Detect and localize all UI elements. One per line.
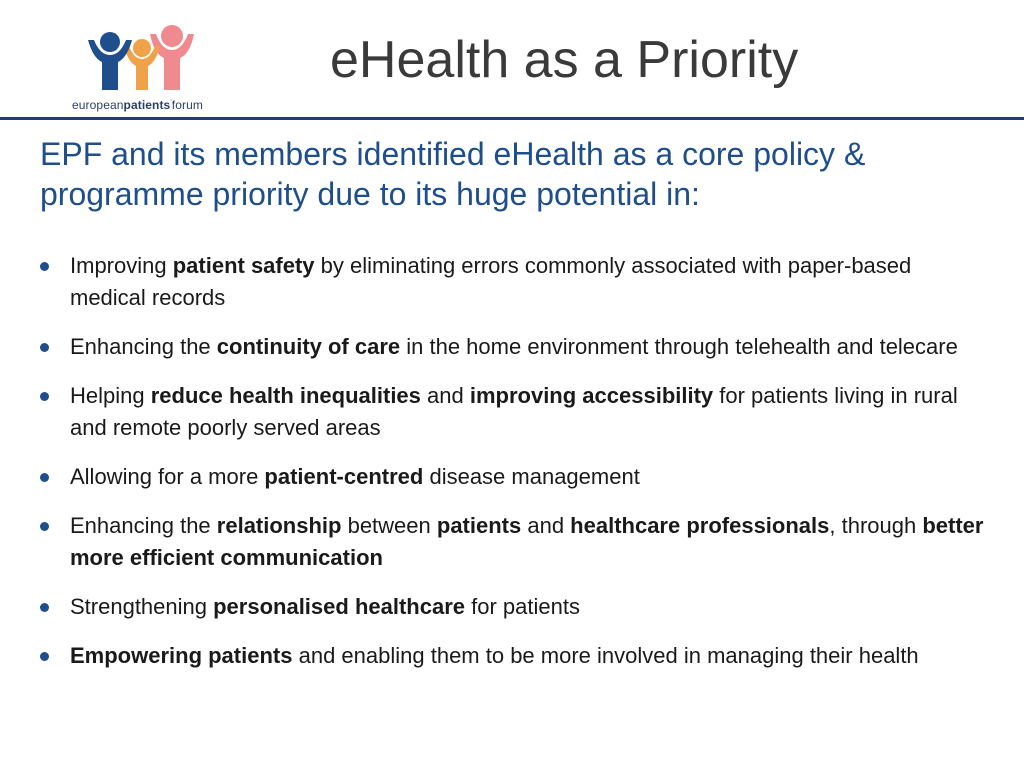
bullet-emphasis: patient-centred (264, 464, 424, 489)
bullet-item (40, 510, 990, 574)
bullet-segment: in the home environment through telehealth and telecare (400, 334, 958, 359)
bullet-segment: and enabling them to be more involved in managing their health (292, 643, 919, 668)
bullet-list (40, 250, 990, 689)
bullet-emphasis: healthcare professionals (570, 513, 830, 538)
bullet-emphasis: continuity of care (216, 334, 401, 359)
pink-figure-icon (150, 25, 194, 90)
logo-text-patients: patients (123, 98, 171, 112)
bullet-item (40, 461, 990, 493)
bullet-segment: by eliminating errors commonly associated with paper-based medical records (70, 253, 912, 310)
bullet-text (70, 513, 983, 570)
bullet-segment: for patients (465, 594, 580, 619)
bullet-text (70, 643, 919, 668)
bullet-emphasis: relationship (216, 513, 342, 538)
bullet-dot-icon (40, 652, 49, 661)
bullet-dot-icon (40, 522, 49, 531)
bullet-item (40, 591, 990, 623)
bullet-segment: for patients living in rural and remote poorly served areas (70, 383, 958, 440)
bullet-text (70, 253, 911, 310)
bullet-text (70, 594, 580, 619)
bullet-dot-icon (40, 603, 49, 612)
bullet-segment: Allowing for a more (70, 464, 265, 489)
bullet-item (40, 250, 990, 314)
header-divider (0, 117, 1024, 120)
slide-subtitle: EPF and its members identified eHealth as a core policy & programme priority due to its huge potential in: (40, 136, 866, 212)
bullet-emphasis: patients (436, 513, 522, 538)
bullet-item (40, 331, 990, 363)
bullet-segment: and (521, 513, 571, 538)
blue-figure-icon (88, 32, 132, 90)
bullet-emphasis: Empowering patients (70, 643, 293, 668)
bullet-dot-icon (40, 343, 49, 352)
logo-text-forum: forum (171, 98, 203, 112)
bullet-emphasis: reduce health inequalities (150, 383, 421, 408)
slide-title: eHealth as a Priority (330, 31, 799, 89)
bullet-dot-icon (40, 262, 49, 271)
bullet-segment: , through (829, 513, 923, 538)
bullet-item (40, 380, 990, 444)
bullet-segment: between (341, 513, 437, 538)
bullet-emphasis: better more efficient communication (70, 513, 984, 570)
bullet-emphasis: patient safety (172, 253, 315, 278)
bullet-text (70, 383, 958, 440)
bullet-emphasis: personalised healthcare (213, 594, 465, 619)
bullet-segment: and (420, 383, 470, 408)
bullet-dot-icon (40, 473, 49, 482)
people-logo-icon (84, 24, 204, 96)
bullet-text (70, 334, 958, 359)
logo-text-european: european (72, 98, 124, 112)
epf-logo (72, 24, 232, 116)
logo-wordmark: europeanpatients’forum (72, 98, 203, 112)
bullet-segment: Enhancing the (70, 513, 217, 538)
bullet-segment: Helping (70, 383, 151, 408)
bullet-item (40, 640, 990, 672)
bullet-segment: Strengthening (70, 594, 214, 619)
bullet-dot-icon (40, 392, 49, 401)
bullet-segment: Improving (70, 253, 173, 278)
bullet-emphasis: improving accessibility (469, 383, 714, 408)
bullet-text (70, 464, 640, 489)
bullet-segment: disease management (423, 464, 640, 489)
bullet-segment: Enhancing the (70, 334, 217, 359)
